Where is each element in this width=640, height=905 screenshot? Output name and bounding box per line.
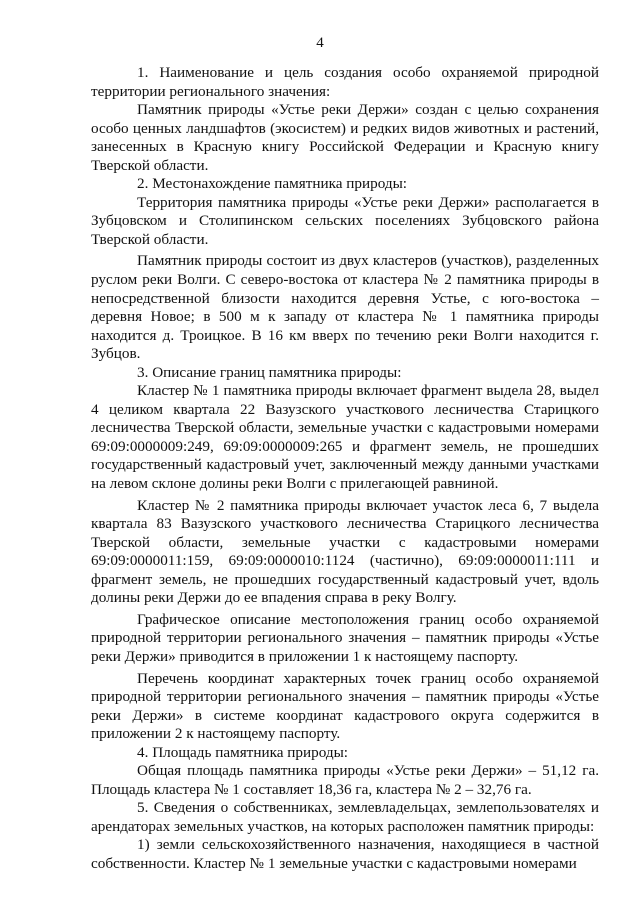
section-4-heading: 4. Площадь памятника природы:: [137, 743, 349, 761]
section-2-territory: Территория памятника природы «Устье реки Держи» располагается в Зубцовском и Столипинском сельских поселениях Зубцовского района Тверской области.: [91, 193, 599, 248]
page-number: 4: [316, 35, 324, 51]
section-3-heading: 3. Описание границ памятника природы:: [137, 363, 402, 381]
document-body: [91, 64, 599, 874]
section-5-heading: 5. Сведения о собственниках, землевладельцах, землепользователях и арендаторах земельных участков, на которых расположен памятник природы:: [91, 799, 599, 835]
section-3-cluster-1: Кластер № 1 памятника природы включает фрагмент выдела 28, выдел 4 целиком квартала 22 Вазузского участкового лесничества Старицкого лесничества Тверской области, земельные участки с кадастровыми номерами 69:09:0000009:249, 69:09:0000009:265 и фрагмент земель, не прошедших государственный кадастровый учет, заключенный между данными участками на левом склоне долины реки Волги с прилегающей равниной.: [91, 382, 599, 493]
section-3-coordinates-list: Перечень координат характерных точек границ особо охраняемой природной территории регионального значения – памятник природы «Устье реки Держи» в системе координат кадастрового округа содержится в приложении 2 к настоящему паспорту.: [91, 669, 599, 743]
section-2-heading: 2. Местонахождение памятника природы:: [137, 175, 408, 193]
section-1-purpose: Памятник природы «Устье реки Держи» создан с целью сохранения особо ценных ландшафтов (экосистем) и редких видов животных и растений, занесенных в Красную книгу Российской Федерации и Красную книгу Тверской области.: [91, 101, 599, 174]
section-3-cluster-2: Кластер № 2 памятника природы включает участок леса 6, 7 выдела квартала 83 Вазузского участкового лесничества Старицкого лесничества Тверской области, земельные участки с кадастровыми номерами 69:09:0000011:159, 69:09:0000010:1124 (частично), 69:09:0000011:111 и фрагмент земель, не прошедших государственный кадастровый учет, вдоль долины реки Держи до ее впадения справа в реку Волгу.: [91, 496, 599, 607]
section-3-graphic-description: Графическое описание местоположения границ особо охраняемой природной территории регионального значения – памятник природы «Устье реки Держи» приводится в приложении 1 к настоящему паспорту.: [91, 610, 599, 665]
section-1-heading: 1. Наименование и цель создания особо охраняемой природной территории регионального значения:: [91, 64, 599, 100]
section-2-clusters: Памятник природы состоит из двух кластеров (участков), разделенных руслом реки Волги. С северо-востока от кластера № 2 памятника природы в непосредственной близости находится деревня Устье, с юго-востока – деревня Новое; в 500 м к западу от кластера № 1 памятника природы находится д. Троицкое. В 16 км вверх по течению реки Волги находится г. Зубцов.: [91, 252, 599, 363]
section-5-item-1: 1) земли сельскохозяйственного назначения, находящиеся в частной собственности. Кластер № 1 земельные участки с кадастровыми номерами: [91, 836, 599, 872]
section-4-area: Общая площадь памятника природы «Устье реки Держи» – 51,12 га. Площадь кластера № 1 составляет 18,36 га, кластера № 2 – 32,76 га.: [91, 762, 599, 798]
